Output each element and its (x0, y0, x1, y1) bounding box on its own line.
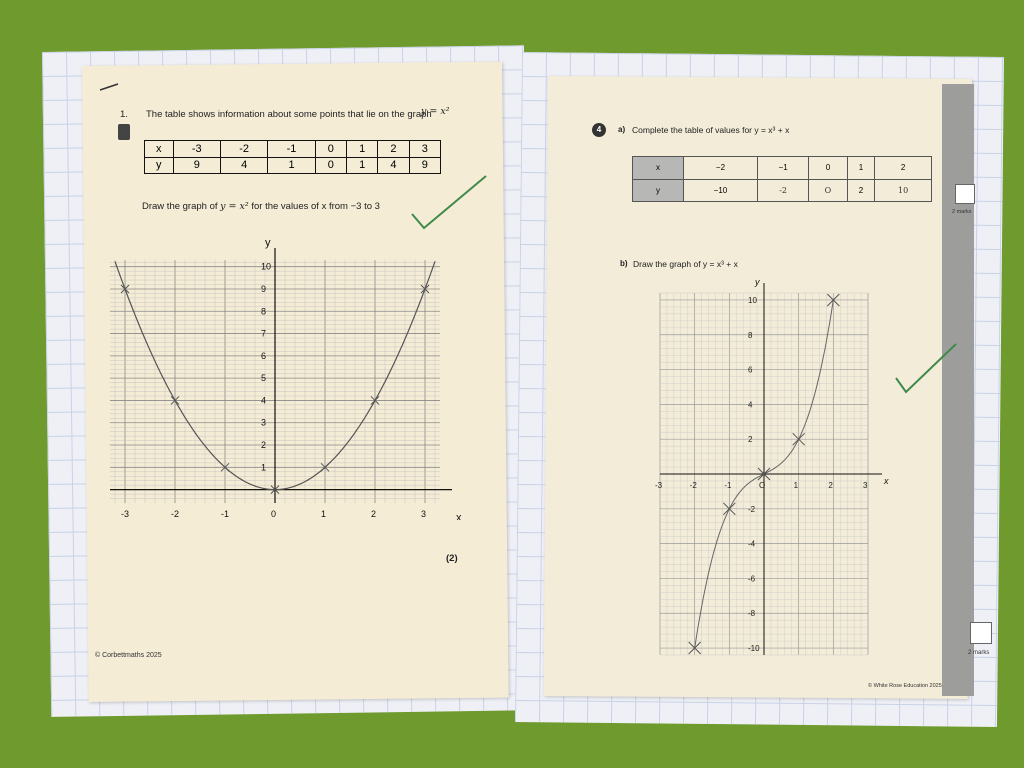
table-cell: 4 (220, 157, 267, 174)
part-a-text: Complete the table of values for y = x³ + x (632, 125, 790, 135)
x-tick-label: O (759, 481, 766, 490)
y-tick-label: -10 (748, 644, 760, 654)
part-a-label: a) (618, 125, 626, 134)
values-table-right (632, 156, 932, 202)
x-tick-label: -2 (689, 481, 697, 490)
y-axis-label: y (755, 277, 760, 287)
y-tick-label: 7 (261, 328, 267, 339)
y-tick-label: 8 (261, 306, 267, 317)
y-tick-label: 1 (261, 462, 267, 473)
table-cell: 9 (173, 157, 220, 174)
x-tick-label: -1 (221, 509, 230, 519)
tick-mark-icon (412, 176, 486, 228)
question-number-badge: 4 (592, 123, 606, 137)
y-axis-label: y (265, 237, 271, 249)
x-tick-label: -3 (121, 509, 130, 519)
instruction-equation: y = x² (220, 201, 249, 212)
marks-box (955, 184, 975, 204)
pen-mark (100, 84, 118, 90)
instruction-suffix: for the values of x from −3 to 3 (251, 201, 380, 212)
question-number: 1. (120, 109, 128, 120)
handwritten-answer: -2 (757, 179, 808, 202)
x-tick-label: 2 (828, 481, 833, 490)
table-cell: 2 (378, 141, 409, 158)
table-cell: 0 (809, 157, 847, 180)
table-cell: 2 (847, 179, 875, 202)
part-b-text: Draw the graph of y = x³ + x (633, 259, 738, 269)
tick-mark-icon (896, 344, 956, 392)
x-axis-label: x (456, 512, 462, 520)
y-tick-label: 9 (261, 283, 267, 294)
y-tick-label: 2 (748, 435, 753, 445)
table-cell: 1 (347, 141, 378, 158)
part-b-label: b) (620, 259, 628, 268)
table-cell: 3 (409, 141, 440, 158)
y-tick-label: -2 (748, 504, 756, 514)
row-label: x (633, 157, 684, 180)
x-tick-label: -1 (724, 481, 732, 490)
y-tick-label: 6 (261, 350, 267, 361)
y-tick-label: 10 (261, 261, 272, 272)
table-cell: 1 (347, 157, 378, 174)
row-label: y (145, 157, 174, 174)
x-tick-label: 3 (421, 509, 427, 519)
table-cell: 2 (875, 157, 932, 180)
footer-copyright: © White Rose Education 2025 (868, 683, 942, 689)
x-tick-label: 3 (863, 481, 868, 490)
y-tick-label: 5 (261, 373, 267, 384)
x-tick-label: -2 (171, 509, 180, 519)
x-tick-label: -3 (655, 481, 663, 490)
table-cell: −2 (684, 157, 758, 180)
x-axis-label: x (884, 476, 889, 486)
table-cell: -2 (220, 141, 267, 158)
y-tick-label: -4 (748, 539, 756, 549)
row-label: x (145, 141, 174, 158)
y-tick-label: -6 (748, 574, 756, 584)
table-cell: 4 (378, 157, 409, 174)
y-tick-label: 10 (748, 295, 757, 305)
row-label: y (633, 179, 684, 202)
table-cell: -3 (173, 141, 220, 158)
footer-copyright: © Corbettmaths 2025 (95, 652, 162, 659)
table-row-x (633, 157, 932, 180)
y-tick-label: 4 (261, 395, 267, 406)
instruction-prefix: Draw the graph of (142, 201, 218, 212)
handwritten-answer: 10 (875, 179, 932, 202)
table-cell: −1 (757, 157, 808, 180)
table-cell: 0 (315, 157, 346, 174)
marks-label: (2) (446, 553, 458, 564)
x-tick-label: 0 (271, 509, 277, 519)
y-tick-label: 4 (748, 400, 753, 410)
y-tick-label: 8 (748, 330, 753, 340)
table-cell: −10 (684, 179, 758, 202)
table-cell: 1 (268, 157, 315, 174)
table-cell: 1 (847, 157, 875, 180)
y-tick-label: -8 (748, 609, 756, 619)
handwritten-answer: O (809, 179, 847, 202)
y-tick-label: 6 (748, 365, 753, 375)
y-tick-label: 2 (261, 440, 267, 451)
question-text: The table shows information about some points that lie on the graph (146, 109, 432, 120)
x-tick-label: 2 (371, 509, 377, 519)
table-cell: 0 (315, 141, 346, 158)
table-cell: -1 (268, 141, 315, 158)
x-tick-label: 1 (321, 509, 327, 519)
question-equation: y = x² (421, 106, 450, 117)
graph-y-equals-x-squared (100, 235, 470, 520)
graph-y-equals-x-cubed-plus-x (646, 270, 896, 670)
x-tick-label: 1 (793, 481, 799, 490)
marks-label: 2 marks (952, 209, 972, 215)
marks-box (970, 622, 992, 644)
table-cell: 9 (409, 157, 440, 174)
table-row-y (633, 179, 932, 202)
marks-label: 2 marks (968, 650, 990, 656)
y-tick-label: 3 (261, 417, 267, 428)
